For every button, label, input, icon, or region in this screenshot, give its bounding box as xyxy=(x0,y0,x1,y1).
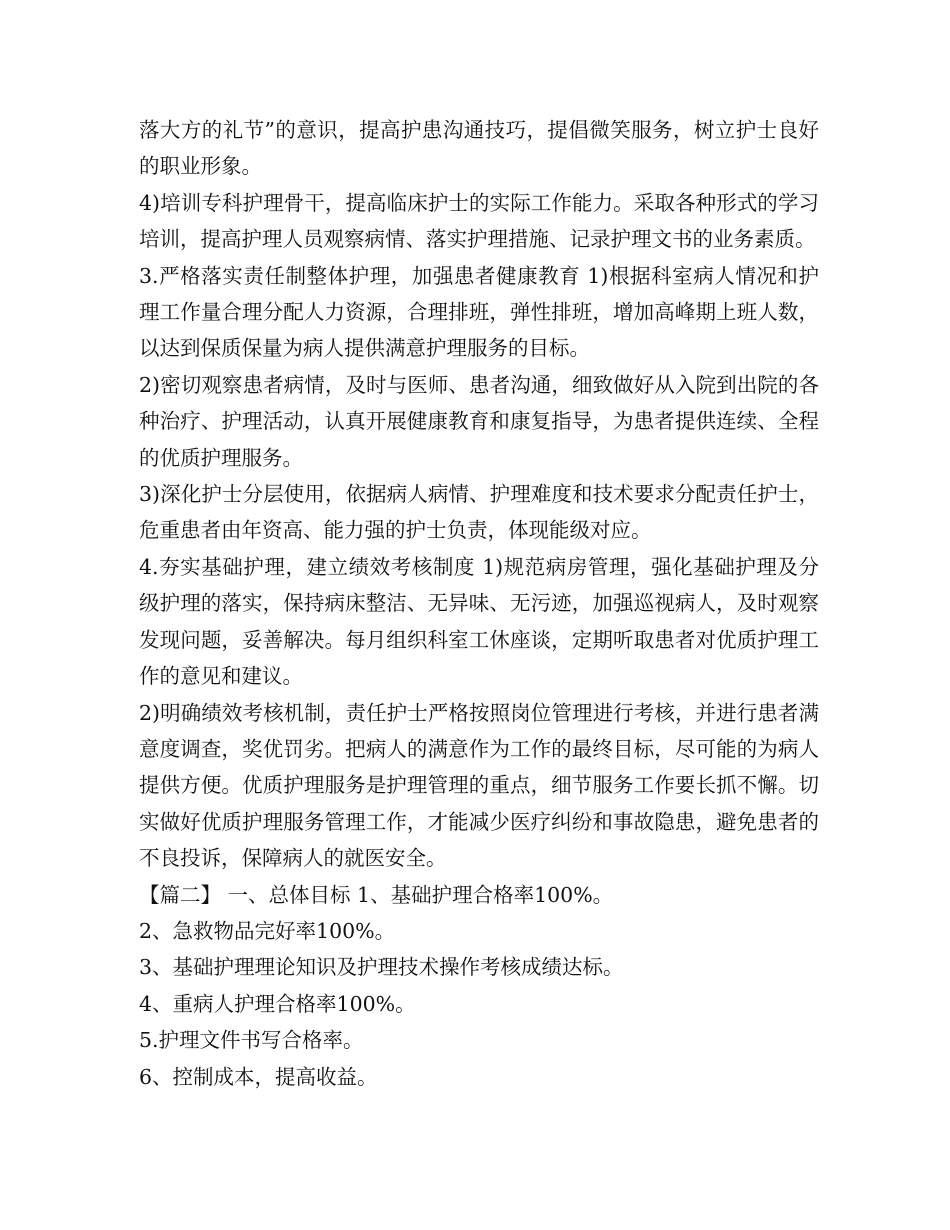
paragraph-basic-nursing: 4.夯实基础护理，建立绩效考核制度 1)规范病房管理，强化基础护理及分级护理的落实，保持病床整洁、无异味、无污迹，加强巡视病人，及时观察发现问题，妥善解决。每月组织科室工休座谈，定期听取患者对优质护理工作的意见和建议。 xyxy=(139,554,819,689)
goal-item-5: 5.护理文件书写合格率。 xyxy=(139,1028,364,1053)
paragraph-observe-patient: 2)密切观察患者病情，及时与医师、患者沟通，细致做好从入院到出院的各种治疗、护理活动，认真开展健康教育和康复指导，为患者提供连续、全程的优质护理服务。 xyxy=(139,372,819,470)
paragraph-responsibility-nursing: 3.严格落实责任制整体护理，加强患者健康教育 1)根据科室病人情况和护理工作量合理分配人力资源，合理排班，弹性排班，增加高峰期上班人数，以达到保质保量为病人提供满意护理服务的目标。 xyxy=(139,263,819,361)
paragraph-tiered-nurses: 3)深化护士分层使用，依据病人病情、护理难度和技术要求分配责任护士，危重患者由年资高、能力强的护士负责，体现能级对应。 xyxy=(139,482,819,543)
paragraph-etiquette-awareness: 落大方的礼节”的意识，提高护患沟通技巧，提倡微笑服务，树立护士良好的职业形象。 xyxy=(139,118,819,179)
document-body xyxy=(139,112,819,1095)
goal-item-3: 3、基础护理理论知识及护理技术操作考核成绩达标。 xyxy=(139,955,624,980)
paragraph-performance-assessment: 2)明确绩效考核机制，责任护士严格按照岗位管理进行考核，并进行患者满意度调查，奖优罚劣。把病人的满意作为工作的最终目标，尽可能的为病人提供方便。优质护理服务是护理管理的重点，细节服务工作要长抓不懈。切实做好优质护理服务管理工作，才能减少医疗纠纷和事故隐患，避免患者的不良投诉，保障病人的就医安全。 xyxy=(139,700,819,871)
paragraph-part-two-goals: 【篇二】 一、总体目标 1、基础护理合格率100%。 xyxy=(139,882,614,907)
paragraph-specialist-training: 4)培训专科护理骨干，提高临床护士的实际工作能力。采取各种形式的学习培训，提高护理人员观察病情、落实护理措施、记录护理文书的业务素质。 xyxy=(139,190,819,252)
goal-item-2: 2、急救物品完好率100%。 xyxy=(139,918,396,943)
goal-item-4: 4、重病人护理合格率100%。 xyxy=(139,991,416,1016)
goal-item-6: 6、控制成本，提高收益。 xyxy=(139,1064,378,1089)
